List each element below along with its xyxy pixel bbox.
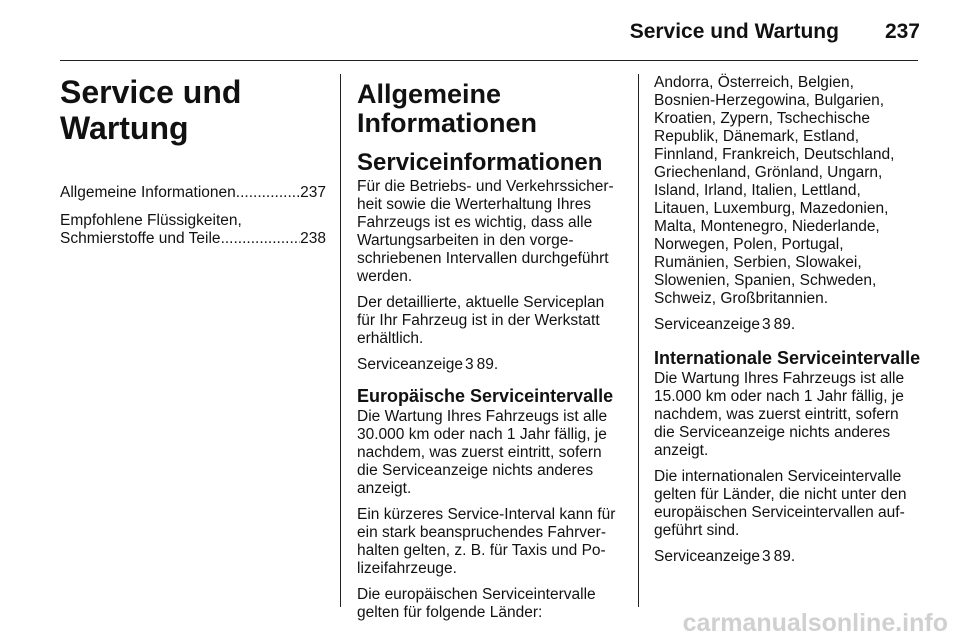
text-line: Kroatien, Zypern, Tschechische [654,110,870,127]
reference-page: 89. [476,356,499,373]
subheading-internationale-serviceintervalle: Internationale Serviceintervalle [654,348,921,368]
toc-leader-dots [236,184,300,202]
text-line: geführt sind. [654,522,740,539]
text-line: gelten für folgende Länder: [357,604,543,621]
left-column [60,74,326,258]
text-line: gelten für Länder, die nicht unter den [654,486,907,503]
toc-line [60,184,326,202]
paragraph-country-list [654,74,922,308]
text-line: Wartungsarbeiten in den vorge- [357,232,574,249]
reference-text: Serviceanzeige [654,316,760,333]
paragraph-euro-2 [357,506,623,578]
text-line: Die Wartung Ihres Fahrzeugs ist alle [357,408,608,425]
section-europaeische-serviceintervalle [357,386,623,622]
text-line: europäischen Serviceintervallen auf- [654,504,905,521]
toc-entry-empfohlene-fluessigkeiten[interactable] [60,212,326,248]
paragraph-intl-1 [654,370,922,460]
chapter-title: Service und Wartung [60,74,242,146]
page-reference-arrow-icon: 3 [761,316,771,333]
reference-page: 89. [773,316,796,333]
cross-reference-serviceanzeige[interactable] [357,356,623,374]
cross-reference-serviceanzeige[interactable] [654,548,922,566]
text-line: Der detaillierte, aktuelle Serviceplan [357,294,605,311]
text-line: 15.000 km oder nach 1 Jahr fällig, je [654,388,904,405]
page-reference-arrow-icon: 3 [464,356,474,373]
heading-line: Allgemeine [357,79,502,109]
right-column [654,74,922,578]
text-line: die Serviceanzeige nichts anderes [654,424,891,441]
section-heading-allgemeine-informationen [357,80,623,138]
toc-entry-page: 238 [300,230,326,247]
paragraph-euro-3 [357,586,623,622]
toc-leader-dots [221,230,301,248]
text-line: Für die Betriebs- und Verkehrssicher- [357,178,614,195]
text-line: ein stark beanspruchendes Fahrver- [357,524,606,541]
running-header-title: Service und Wartung [629,20,839,43]
paragraph-intl-2 [654,468,922,540]
text-line: heit sowie die Werterhaltung Ihres [357,196,592,213]
middle-column [357,74,623,634]
header-rule [60,60,918,61]
text-line: die Serviceanzeige nichts anderes [357,462,594,479]
heading-line: Informationen [357,108,537,138]
text-line: Fahrzeugs ist es wichtig, dass alle [357,214,593,231]
text-line: Litauen, Luxemburg, Mazedonien, [654,200,889,217]
paragraph-serviceinfo-1 [357,178,623,286]
text-line: Rumänien, Serbien, Slowakei, [654,254,862,271]
toc-line [60,230,326,248]
toc-entry-title-line1: Empfohlene Flüssigkeiten, [60,212,242,229]
toc-entry-page: 237 [300,184,326,201]
text-line: 30.000 km oder nach 1 Jahr fällig, je [357,426,607,443]
text-line: Griechenland, Grönland, Ungarn, [654,164,883,181]
text-line: halten gelten, z. B. für Taxis und Po- [357,542,606,559]
text-line: Die Wartung Ihres Fahrzeugs ist alle [654,370,905,387]
text-line: für Ihr Fahrzeug ist in der Werkstatt [357,312,600,329]
text-line: Ein kürzeres Service-Interval kann für [357,506,616,523]
column-divider-right [638,74,639,607]
text-line: Republik, Dänemark, Estland, [654,128,860,145]
section-internationale-serviceintervalle [654,348,922,566]
subheading-europaeische-serviceintervalle: Europäische Serviceintervalle [357,386,614,406]
text-line: erhältlich. [357,330,424,347]
paragraph-euro-1 [357,408,623,498]
text-line: Andorra, Österreich, Belgien, [654,74,854,91]
text-line: Bosnien-Herzegowina, Bulgarien, [654,92,885,109]
page-reference-arrow-icon: 3 [761,548,771,565]
text-line: nachdem, was zuerst eintritt, sofern [654,406,899,423]
toc-entry-title: Allgemeine Informationen [60,184,236,201]
running-header [630,20,920,44]
paragraph-serviceinfo-2 [357,294,623,348]
text-line: Island, Irland, Italien, Lettland, [654,182,861,199]
text-line: werden. [357,268,413,285]
text-line: anzeigt. [357,480,412,497]
text-line: nachdem, was zuerst eintritt, sofern [357,444,602,461]
text-line: Slowenien, Spanien, Schweden, [654,272,877,289]
text-line: Die internationalen Serviceintervalle [654,468,902,485]
reference-text: Serviceanzeige [357,356,463,373]
subheading-serviceinformationen: Serviceinformationen [357,149,603,176]
text-line: lizeifahrzeuge. [357,560,457,577]
text-line: Finnland, Frankreich, Deutschland, [654,146,895,163]
reference-page: 89. [773,548,796,565]
section-serviceinformationen [357,150,623,374]
toc-entry-allgemeine-informationen[interactable] [60,184,326,202]
text-line: schriebenen Intervallen durchgeführt [357,250,609,267]
page-number: 237 [884,20,920,43]
text-line: Malta, Montenegro, Niederlande, [654,218,880,235]
column-divider-left [340,74,341,607]
toc-entry-title-line2: Schmierstoffe und Teile [60,230,221,247]
text-line: Schweiz, Großbritannien. [654,290,829,307]
reference-text: Serviceanzeige [654,548,760,565]
cross-reference-serviceanzeige[interactable] [654,316,922,334]
text-line: Norwegen, Polen, Portugal, [654,236,844,253]
text-line: Die europäischen Serviceintervalle [357,586,596,603]
text-line: anzeigt. [654,442,709,459]
watermark: carmanualsonline.info [682,609,948,637]
